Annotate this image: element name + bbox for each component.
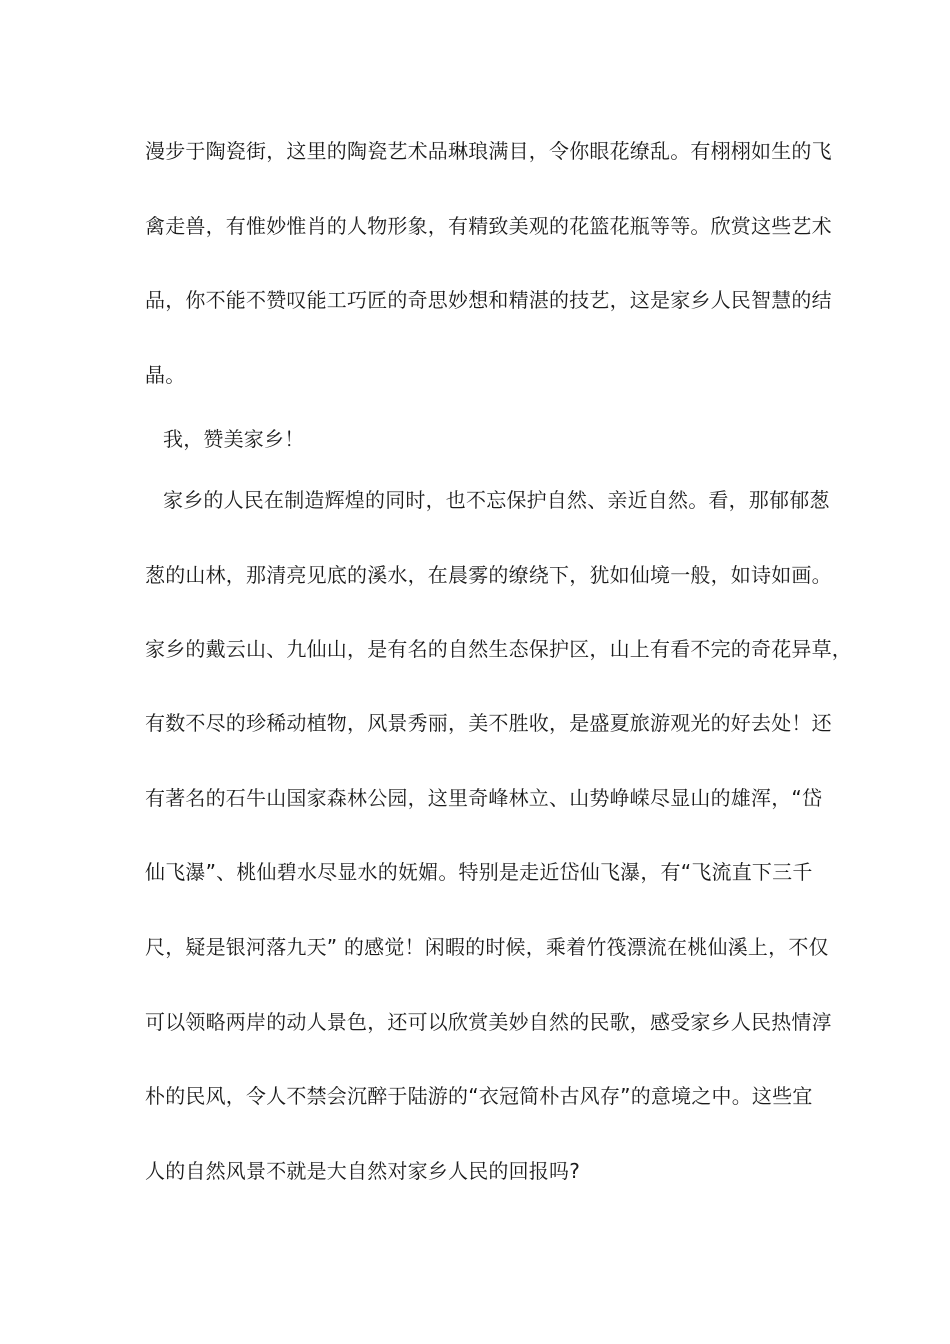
text-line: 家乡的人民在制造辉煌的同时，也不忘保护自然、亲近自然。看，那郁郁葱 — [163, 488, 830, 512]
text-line: 仙飞瀑”、桃仙碧水尽显水的妩媚。特别是走近岱仙飞瀑，有“飞流直下三千 — [145, 860, 813, 884]
text-line: 有数不尽的珍稀动植物，风景秀丽，美不胜收，是盛夏旅游观光的好去处！还 — [145, 711, 832, 735]
text-line: 有著名的石牛山国家森林公园，这里奇峰林立、山势峥嵘尽显山的雄浑，“岱 — [145, 786, 823, 810]
text-line: 尺，疑是银河落九天” 的感觉！闲暇的时候，乘着竹筏漂流在桃仙溪上，不仅 — [145, 935, 829, 959]
text-line: 朴的民风，令人不禁会沉醉于陆游的“衣冠简朴古风存”的意境之中。这些宜 — [145, 1084, 813, 1108]
text-line: 我，赞美家乡！ — [163, 427, 305, 451]
text-line: 葱的山林，那清亮见底的溪水，在晨雾的缭绕下，犹如仙境一般，如诗如画。 — [145, 563, 832, 587]
text-line: 禽走兽，有惟妙惟肖的人物形象，有精致美观的花篮花瓶等等。欣赏这些艺术 — [145, 214, 832, 238]
text-line: 家乡的戴云山、九仙山，是有名的自然生态保护区，山上有看不完的奇花异草， — [145, 637, 852, 661]
text-line: 品，你不能不赞叹能工巧匠的奇思妙想和精湛的技艺，这是家乡人民智慧的结 — [145, 288, 832, 312]
text-line: 可以领略两岸的动人景色，还可以欣赏美妙自然的民歌，感受家乡人民热情淳 — [145, 1010, 832, 1034]
text-line: 人的自然风景不就是大自然对家乡人民的回报吗? — [145, 1159, 581, 1183]
text-line: 晶。 — [145, 363, 186, 387]
text-line: 漫步于陶瓷街，这里的陶瓷艺术品琳琅满目，令你眼花缭乱。有栩栩如生的飞 — [145, 139, 832, 163]
